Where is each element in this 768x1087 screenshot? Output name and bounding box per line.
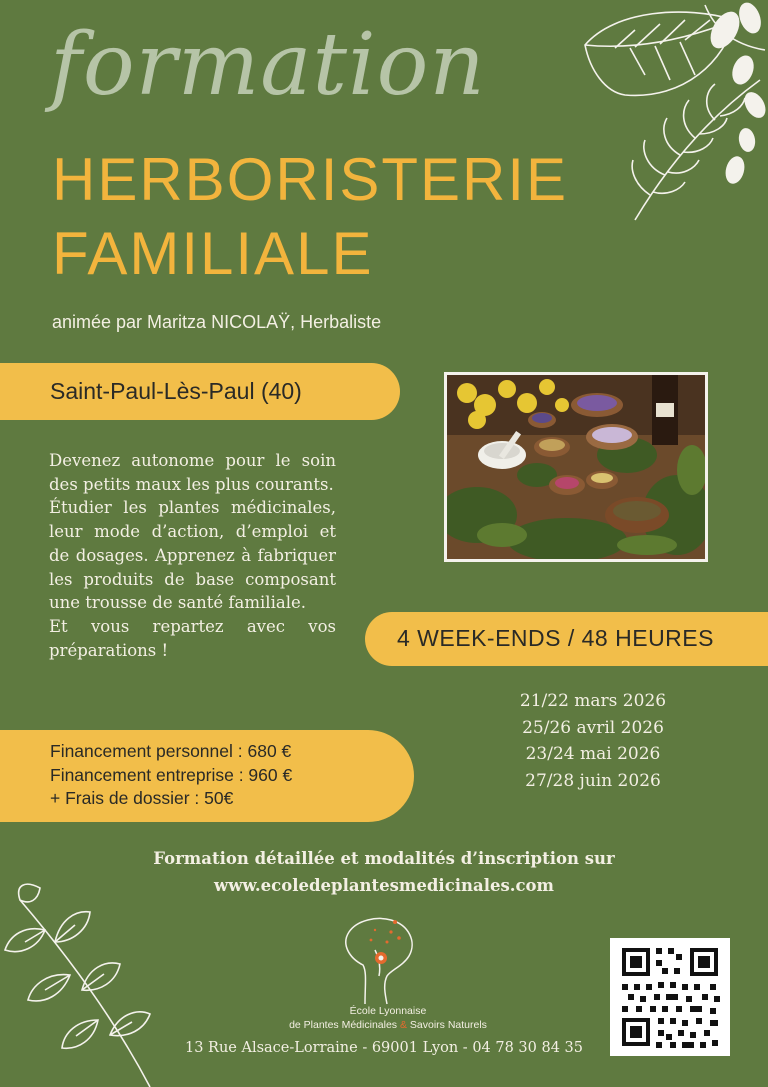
- description-paragraph: Et vous repartez avec vos préparations !: [49, 616, 336, 660]
- website-link[interactable]: www.ecoledeplantesmedicinales.com: [213, 876, 555, 895]
- date-item: 21/22 mars 2026: [519, 691, 667, 711]
- qr-code-icon[interactable]: [610, 938, 730, 1056]
- duration-text: 4 WEEK-ENDS / 48 HEURES: [397, 625, 714, 651]
- date-item: 23/24 mai 2026: [525, 744, 661, 764]
- description-paragraph: Devenez autonome pour le soin des petits maux les plus courants.: [49, 451, 336, 494]
- description-paragraph: Étudier les plantes médicinales, leur mode d’action, d’emploi et de dosages. Apprenez à fabriquer les produits de base composant une trousse de santé familiale.: [49, 498, 336, 613]
- herbs-photo: [444, 372, 708, 562]
- date-item: 27/28 juin 2026: [525, 770, 661, 791]
- botanical-leaves-icon: [575, 0, 768, 230]
- location-banner: [0, 363, 400, 420]
- page-title-line2: FAMILIALE: [52, 220, 374, 287]
- address-text: 13 Rue Alsace-Lorraine - 69001 Lyon - 04 78 30 84 35: [184, 1040, 584, 1056]
- school-name-part2: Savoirs Naturels: [409, 1019, 487, 1031]
- school-name-line1: École Lyonnaise: [349, 1005, 427, 1017]
- pricing-banner: [0, 730, 414, 822]
- price-company: Financement entreprise : 960 €: [50, 764, 293, 785]
- school-name-part1: de Plantes Médicinales: [289, 1019, 398, 1031]
- title-script: formation: [50, 15, 486, 115]
- price-fees: + Frais de dossier : 50€: [50, 788, 234, 808]
- dates-list: [498, 688, 688, 794]
- school-name-ampersand: &: [399, 1019, 407, 1031]
- subtitle: animée par Maritza NICOLAŸ, Herbaliste: [52, 312, 382, 332]
- info-text: Formation détaillée et modalités d’inscription sur: [153, 849, 615, 868]
- price-personal: Financement personnel : 680 €: [50, 741, 292, 761]
- duration-banner: [365, 612, 768, 666]
- page-title-line1: HERBORISTERIE: [52, 146, 569, 213]
- location-text: Saint-Paul-Lès-Paul (40): [50, 378, 302, 404]
- school-logo-icon: [335, 910, 425, 1006]
- description: [49, 449, 336, 662]
- date-item: 25/26 avril 2026: [522, 717, 664, 738]
- school-name: [258, 1004, 518, 1032]
